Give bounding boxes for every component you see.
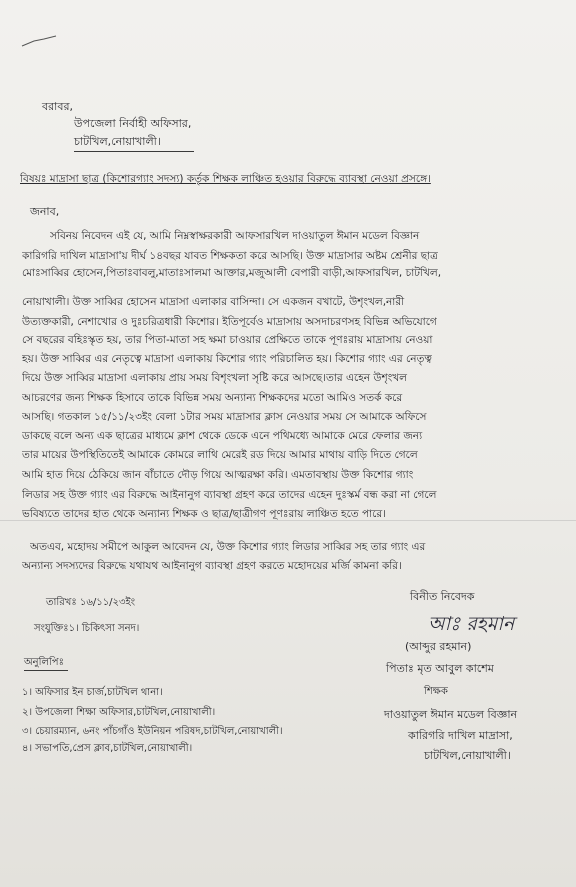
body-line: ভবিষ্যতে তাদের হাত থেকে অন্যান্য শিক্ষক ও ছাত্র/ছাত্রীগণ পূণঃরায় লাঞ্চিত হতে পারে। xyxy=(22,508,386,520)
body-line: আমি হাত দিয়ে ঠেকিয়ে জান বাঁচাতে দৌড় গিয়ে আত্মরক্ষা করি। এমতাবস্থায় উক্ত কিশোর গ্যাং xyxy=(22,469,414,481)
closing-line: অতএব, মহোদয় সমীপে আকুল আবেদন যে, উক্ত কিশোর গ্যাং লিডার সাব্বির সহ তার গ্যাং এর xyxy=(30,541,426,553)
recipient-line-1: উপজেলা নির্বাহী অফিসার, xyxy=(74,117,192,130)
body-line: লিডার সহ উক্ত গ্যাং এর বিরুদ্ধে আইনানুগ ব্যাবস্থা গ্রহণ করে তাদের এহেন দুঃস্কর্ম বন্ধ করা না গেলে xyxy=(22,489,437,501)
sender-title: শিক্ষক xyxy=(424,686,448,697)
sender-org-line-2: কারিগরি দাখিল মাদ্রাসা, xyxy=(408,729,513,742)
body-line: হয়। উক্ত সাব্বির এর নেতৃত্বে মাদ্রাসা এলাকায় কিশোর গ্যাং পরিচালিত হয়। কিশোর গ্যাং এর নেতৃত্ব xyxy=(22,353,432,365)
body-line: সবিনয় নিবেদন এই যে, আমি নিম্নস্বাক্ষরকারী আফসারখিল দাওয়াতুল ঈমান মডেল বিজ্ঞান xyxy=(50,230,420,242)
sender-father: পিতাঃ মৃত আবুল কাশেম xyxy=(386,662,494,675)
sign-off: বিনীত নিবেদক xyxy=(410,590,475,603)
body-line: সে বছরের বহিঃস্কৃত হয়, তার পিতা-মাতা সহ ক্ষমা চাওয়ার প্রেক্ষিতে তাকে পূণঃরায় মাদ্রাসায় নেওয়া xyxy=(22,334,433,346)
body-line: নোয়াখালী। উক্ত সাব্বির হোসেন মাদ্রাসা এলাকার বাসিন্দা। সে একজন বখাটে, উশৃংখল,নারী xyxy=(22,296,405,308)
recipient-line-2: চাটখিল,নোয়াখালী। xyxy=(74,135,161,148)
attachment-note: সংযুক্তিঃ১। চিকিৎসা সনদ। xyxy=(34,623,140,634)
body-line: মোঃসাব্বির হোসেন,পিতাঃবাবলু,মাতাঃসালমা আক্তার,মজুআলী বেপারী বাড়ী,আফসারখিল, চাটখিল, xyxy=(22,267,442,279)
sender-name: (আব্দুর রহমান) xyxy=(405,640,472,653)
sender-org-line-1: দাওয়াতুল ঈমান মডেল বিজ্ঞান xyxy=(384,708,518,721)
pen-scribble-mark xyxy=(20,34,60,48)
closing-line: অন্যান্য সদস্যদের বিরুদ্ধে যথাযথ আইনানুগ ব্যাবস্থা গ্রহণ করতে মহোদয়ের মর্জি কামনা করি। xyxy=(22,560,402,572)
paper-fold-line xyxy=(0,520,576,521)
body-line: ডাকছে বলে অন্য এক ছাত্রের মাধ্যমে ক্লাশ থেকে ডেকে এনে পথিমধ্যে আমাকে মেরে ফেলার জন্য xyxy=(22,430,423,442)
subject-text: বিষয়ঃ মাদ্রাসা ছাত্র (কিশোরগ্যাং সদস্য) কর্তৃক শিক্ষক লাঞ্চিত হওয়ার বিরুদ্ধে ব্যাবস্থা নেওয়া প্রসঙ্গে। xyxy=(20,173,431,185)
body-line: আচরণের জন্য শিক্ষক হিসাবে তাকে বিভিন্ন সময় অন্যান্য শিক্ষকদের মতো আমিও সতর্ক করে xyxy=(22,392,403,404)
greeting: জনাব, xyxy=(30,205,60,218)
subject-line xyxy=(20,170,552,189)
handwritten-signature: আঃ রহমান xyxy=(428,613,515,635)
cc-item: ২। উপজেলা শিক্ষা অফিসার,চাটখিল,নোয়াখালী। xyxy=(22,707,216,718)
letter-date: তারিখঃ ১৬/১১/২৩ইং xyxy=(46,597,136,608)
salutation: বরাবর, xyxy=(42,100,74,113)
body-line: কারিগরি দাখিল মাদ্রাসা'য় দীর্ঘ ১৪বছর যাবত শিক্ষকতা করে আসছি। উক্ত মাদ্রাসার অষ্টম শ্রেনীর ছাত্র xyxy=(22,250,438,262)
body-line: তার মায়ের উপস্থিতিতেই আমাকে কোমরে লাথি মেরেই রড দিয়ে আমার মাথায় বাড়ি দিতে গেলে xyxy=(22,449,418,461)
cc-label-underline xyxy=(24,670,68,671)
body-line: আসছি। গতকাল ১৫/১১/২৩ইং বেলা ১টার সময় মাদ্রাসার ক্লাস নেওয়ার সময় সে আমাকে অফিসে xyxy=(22,411,427,423)
cc-label: অনুলিপিঃ xyxy=(24,657,64,668)
body-line: দিয়ে উক্ত সাব্বির মাদ্রাসা এলাকায় প্রায় সময় বিশৃংখলা সৃষ্টি করে আসছে।তার এহেন উশৃংখল xyxy=(22,372,407,384)
cc-item: ৪। সভাপতি,প্রেস ক্লাব,চাটখিল,নোয়াখালী। xyxy=(22,743,193,754)
body-line: উত্যক্তকারী, নেশাখোর ও দুঃচরিত্রধারী কিশোর। ইতিপূর্বেও মাদ্রাসায় অসদাচরণসহ বিভিন্ন অভিযোগে xyxy=(22,316,437,328)
cc-item: ১। অফিসার ইন চার্জ,চাটখিল থানা। xyxy=(22,687,163,698)
sender-org-line-3: চাটখিল,নোয়াখালী। xyxy=(424,749,511,762)
recipient-underline xyxy=(74,151,194,152)
cc-item: ৩। চেয়ারম্যান, ৬নং পাঁচগাঁও ইউনিয়ন পরিষদ,চাটখিল,নোয়াখালী। xyxy=(22,726,283,737)
